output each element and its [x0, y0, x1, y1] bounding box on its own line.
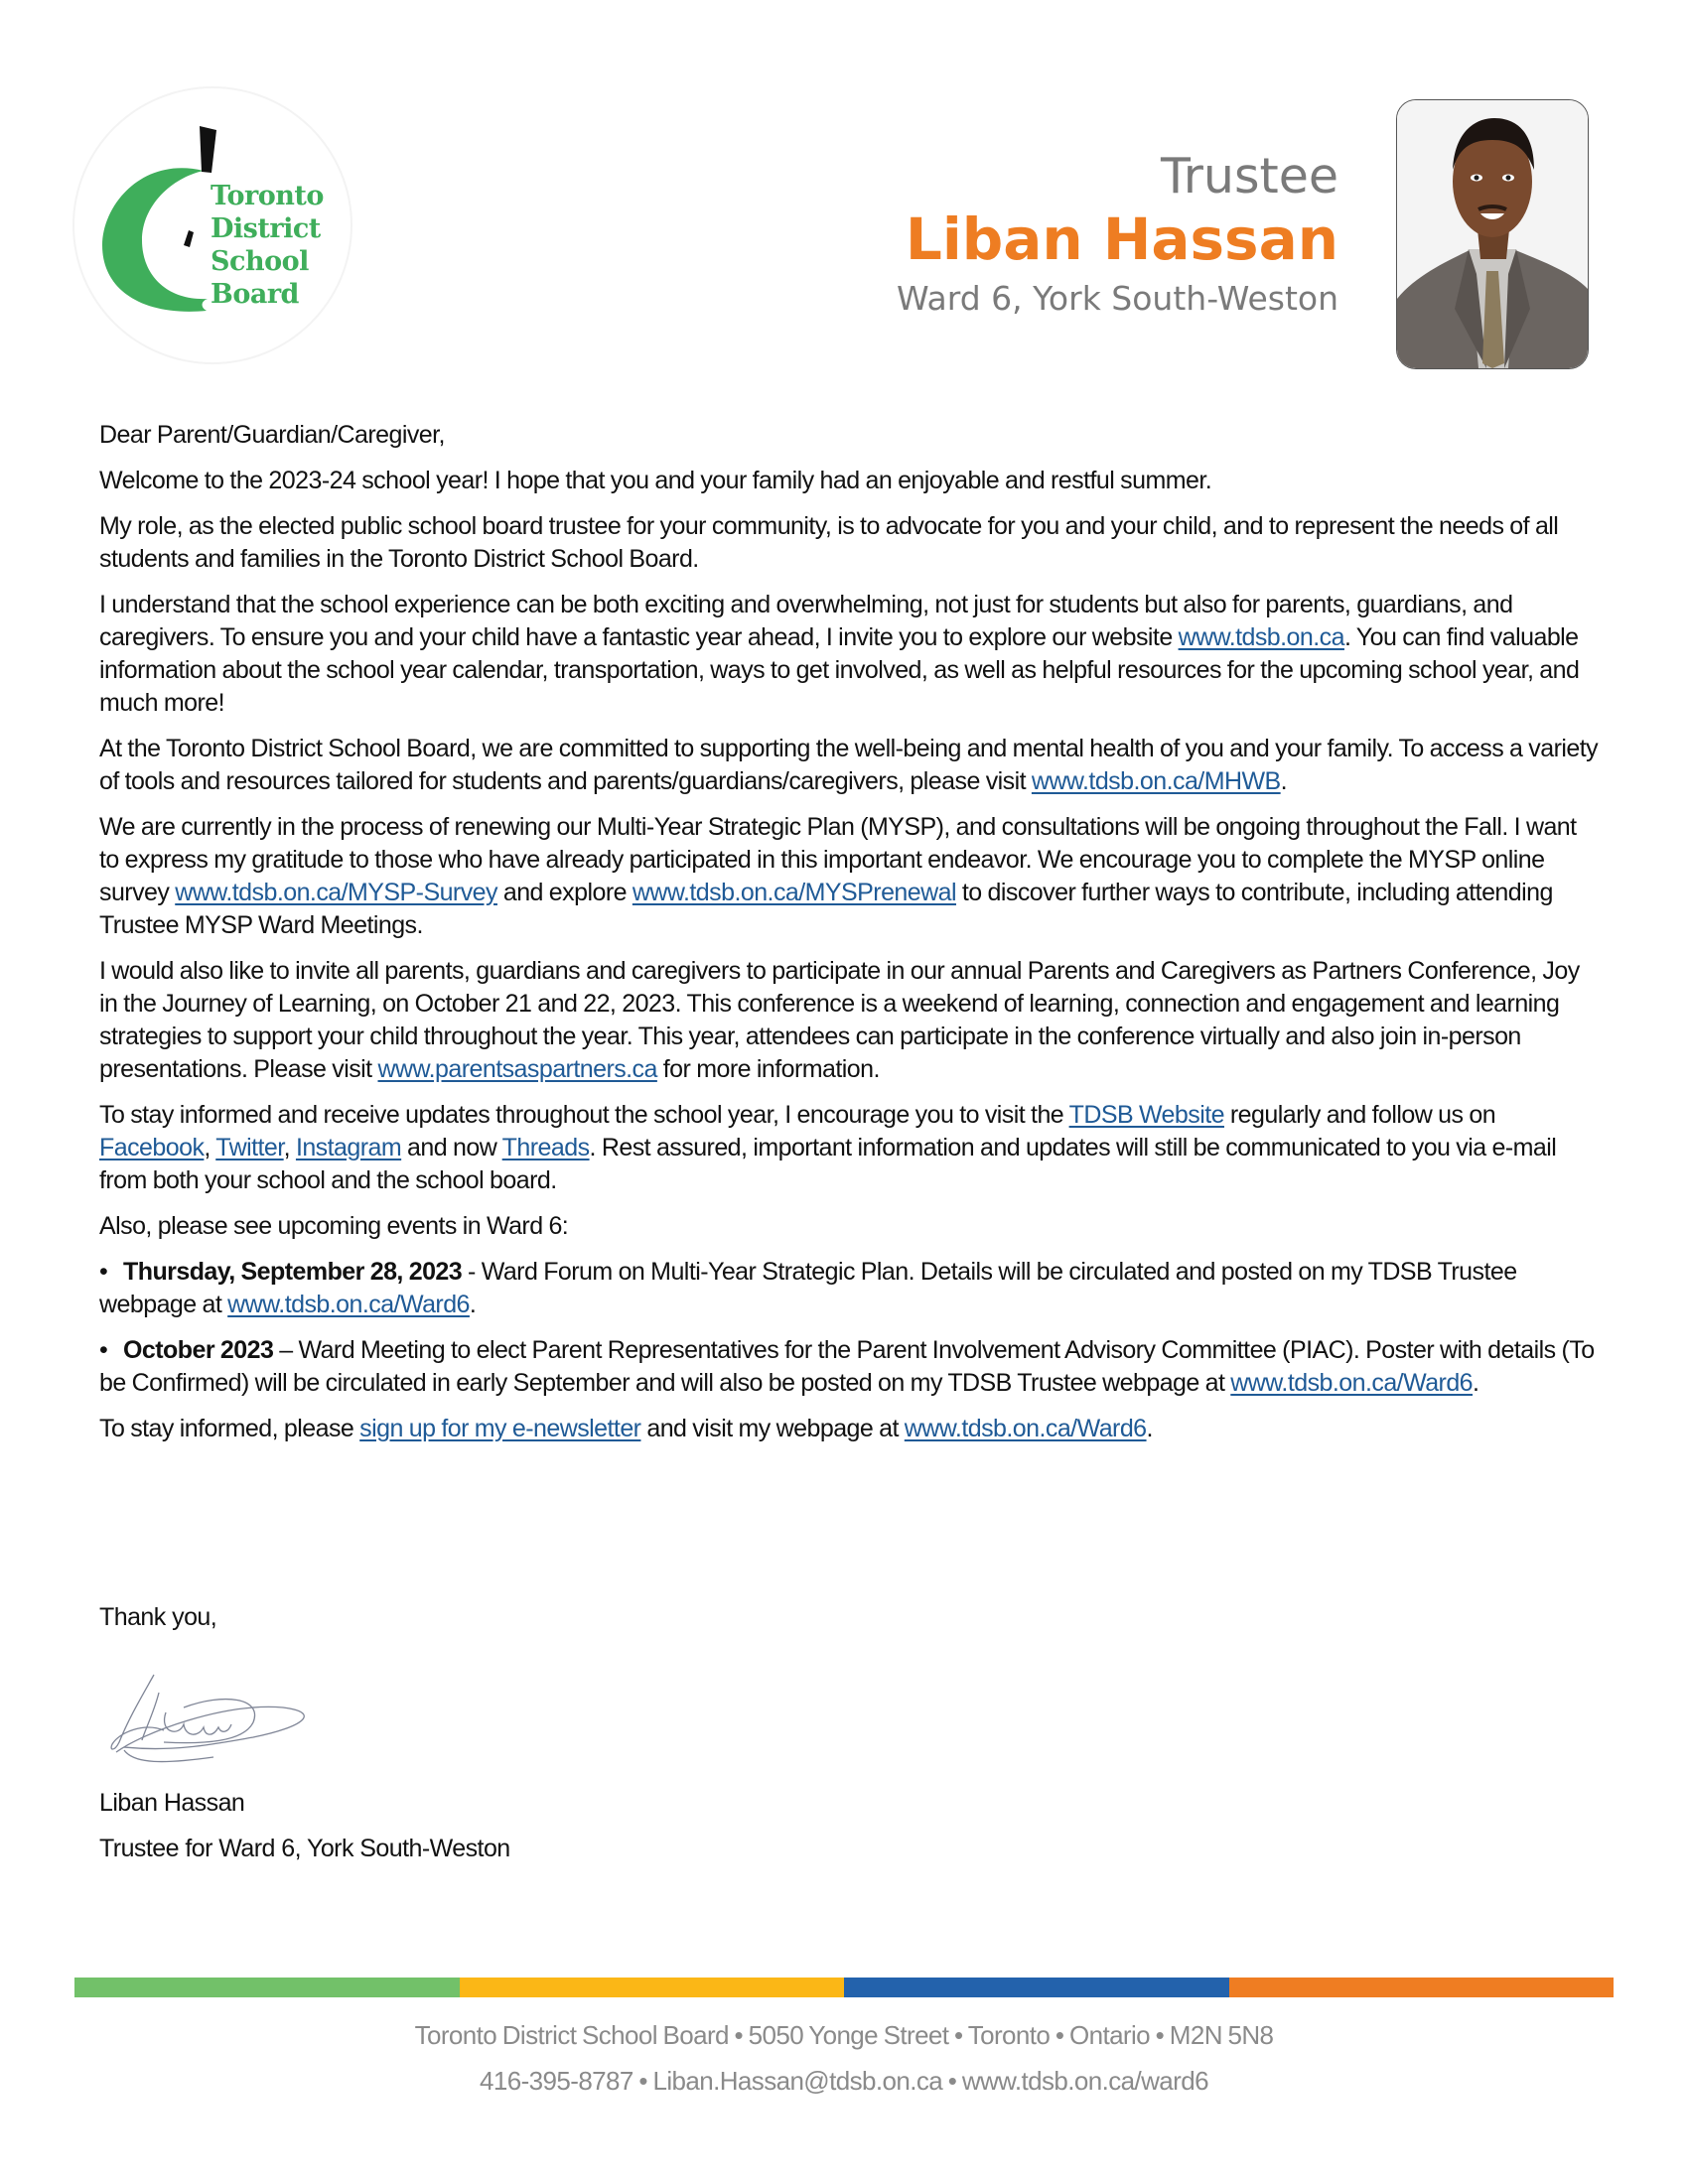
- paragraph-mysp: [99, 811, 1599, 942]
- link-newsletter-signup[interactable]: sign up for my e-newsletter: [359, 1415, 641, 1442]
- signer-name: Liban Hassan: [99, 1789, 245, 1817]
- link-twitter[interactable]: Twitter: [215, 1134, 284, 1161]
- text: for more information.: [656, 1055, 880, 1083]
- event-item: [99, 1334, 1599, 1400]
- footer-color-bar: [74, 1978, 1614, 1997]
- text: regularly and follow us on: [1223, 1101, 1496, 1129]
- logo-line-board: Board: [211, 279, 299, 310]
- text: .: [1473, 1369, 1479, 1397]
- text: I would also like to invite all parents, guardians and caregivers to participate in our annual Parents and Caregivers as Partners Conference, Joy in the Journey of Learning, on October 21 and 22, 2023. This conference is a weekend of learning, connection and engagement and learning strategies to support your child throughout the year. This year, attendees can participate in the conference virtually and also join in-person presentations. Please visit: [99, 957, 1580, 1083]
- paragraph-newsletter: [99, 1413, 1599, 1445]
- text: ,: [204, 1134, 216, 1161]
- text: I understand that the school experience can be both exciting and overwhelming, not just for students but also for parents, guardians, and caregivers. To ensure you and your child have a fantastic year ahead, I invite you to explore our website: [99, 591, 1513, 651]
- link-facebook[interactable]: Facebook: [99, 1134, 205, 1161]
- event-item: [99, 1256, 1599, 1321]
- text: .: [1146, 1415, 1153, 1442]
- link-mysp-survey[interactable]: www.tdsb.on.ca/MYSP-Survey: [175, 879, 497, 906]
- portrait-icon: [1397, 100, 1588, 368]
- footer-bar-orange: [1229, 1978, 1615, 1997]
- text: .: [469, 1291, 477, 1318]
- event-date: October 2023: [123, 1336, 274, 1364]
- footer-contact: 416-395-8787 • Liban.Hassan@tdsb.on.ca • www.tdsb.on.ca/ward6: [480, 2066, 1208, 2096]
- footer-bar-yellow: [460, 1978, 845, 1997]
- tdsb-logo: [72, 86, 352, 364]
- link-mhwb[interactable]: www.tdsb.on.ca/MHWB: [1031, 767, 1281, 795]
- letterhead-title-block: [897, 149, 1338, 322]
- text: To stay informed, please: [99, 1415, 360, 1442]
- text: and explore: [496, 879, 633, 906]
- bullet-icon: •: [99, 1258, 108, 1286]
- bullet-icon: •: [99, 1336, 108, 1364]
- text: and visit my webpage at: [640, 1415, 905, 1442]
- closing: Thank you,: [99, 1603, 217, 1631]
- link-tdsb-website[interactable]: www.tdsb.on.ca: [1178, 623, 1344, 651]
- trustee-name: Liban Hassan: [905, 205, 1338, 273]
- logo-wordmark: [211, 180, 324, 311]
- link-ward6-webpage[interactable]: www.tdsb.on.ca/Ward6: [904, 1415, 1147, 1442]
- text: and now: [401, 1134, 502, 1161]
- trustee-role: Trustee: [1161, 148, 1338, 205]
- text: ,: [283, 1134, 296, 1161]
- footer-bar-green: [74, 1978, 460, 1997]
- paragraph-role: My role, as the elected public school board trustee for your community, is to advocate for you and your child, and to represent the needs of all students and families in the Toronto District School Board.: [99, 512, 1559, 573]
- events-intro: Also, please see upcoming events in Ward 6:: [99, 1212, 569, 1240]
- logo-line-toronto: Toronto: [211, 181, 324, 211]
- link-mysp-renewal[interactable]: www.tdsb.on.ca/MYSPrenewal: [632, 879, 956, 906]
- text: . You can find valuable information about the school year calendar, transportation, ways to get involved, as well as helpful resources for the upcoming school year, and much more!: [99, 623, 1580, 717]
- link-threads[interactable]: Threads: [501, 1134, 590, 1161]
- paragraph-school-experience: [99, 589, 1599, 720]
- paragraph-welcome: Welcome to the 2023-24 school year! I hope that you and your family had an enjoyable and restful summer.: [99, 467, 1212, 494]
- text: At the Toronto District School Board, we are committed to supporting the well-being and mental health of you and your family. To access a variety of tools and resources tailored for students and parents/guardians/caregivers, please visit: [99, 735, 1599, 795]
- text: .: [1280, 767, 1288, 795]
- footer-bar-blue: [844, 1978, 1229, 1997]
- paragraph-conference: [99, 955, 1599, 1086]
- paragraph-stay-informed: [99, 1099, 1599, 1197]
- logo-line-school: School: [211, 246, 309, 277]
- paragraph-mental-health: [99, 733, 1599, 798]
- text: We are currently in the process of renewing our Multi-Year Strategic Plan (MYSP), and consultations will be ongoing throughout the Fall. I want to express my gratitude to those who have already participated in this important endeavor. We encourage you to complete the MYSP online survey: [99, 813, 1577, 906]
- link-ward6[interactable]: www.tdsb.on.ca/Ward6: [227, 1291, 470, 1318]
- link-ward6[interactable]: www.tdsb.on.ca/Ward6: [1230, 1369, 1474, 1397]
- salutation: Dear Parent/Guardian/Caregiver,: [99, 421, 445, 449]
- event-date: Thursday, September 28, 2023: [123, 1258, 463, 1286]
- footer-address: Toronto District School Board • 5050 Yonge Street • Toronto • Ontario • M2N 5N8: [414, 2020, 1274, 2050]
- link-instagram[interactable]: Instagram: [295, 1134, 402, 1161]
- event-description: - Ward Forum on Multi-Year Strategic Plan. Details will be circulated and posted on my TDSB Trustee webpage at: [99, 1258, 1517, 1318]
- text: To stay informed and receive updates throughout the school year, I encourage you to visit the: [99, 1101, 1069, 1129]
- signature-icon: [104, 1673, 333, 1772]
- trustee-ward: Ward 6, York South-Weston: [897, 279, 1338, 318]
- link-tdsb-website-social[interactable]: TDSB Website: [1068, 1101, 1224, 1129]
- signature: [104, 1673, 333, 1777]
- logo-line-district: District: [211, 213, 321, 244]
- letter-body: [99, 419, 1599, 1458]
- text: . Rest assured, important information and updates will still be communicated to you via e-mail from both your school and the school board.: [99, 1134, 1557, 1194]
- event-description: – Ward Meeting to elect Parent Representatives for the Parent Involvement Advisory Committee (PIAC). Poster with details (To be Confirmed) will be circulated in early September and will also be posted on my TDSB Trustee webpage at: [99, 1336, 1595, 1397]
- link-parents-as-partners[interactable]: www.parentsaspartners.ca: [377, 1055, 657, 1083]
- text: to discover further ways to contribute, including attending Trustee MYSP Ward Meetings.: [99, 879, 1553, 939]
- signer-title: Trustee for Ward 6, York South-Weston: [99, 1835, 510, 1862]
- trustee-photo: [1396, 99, 1589, 369]
